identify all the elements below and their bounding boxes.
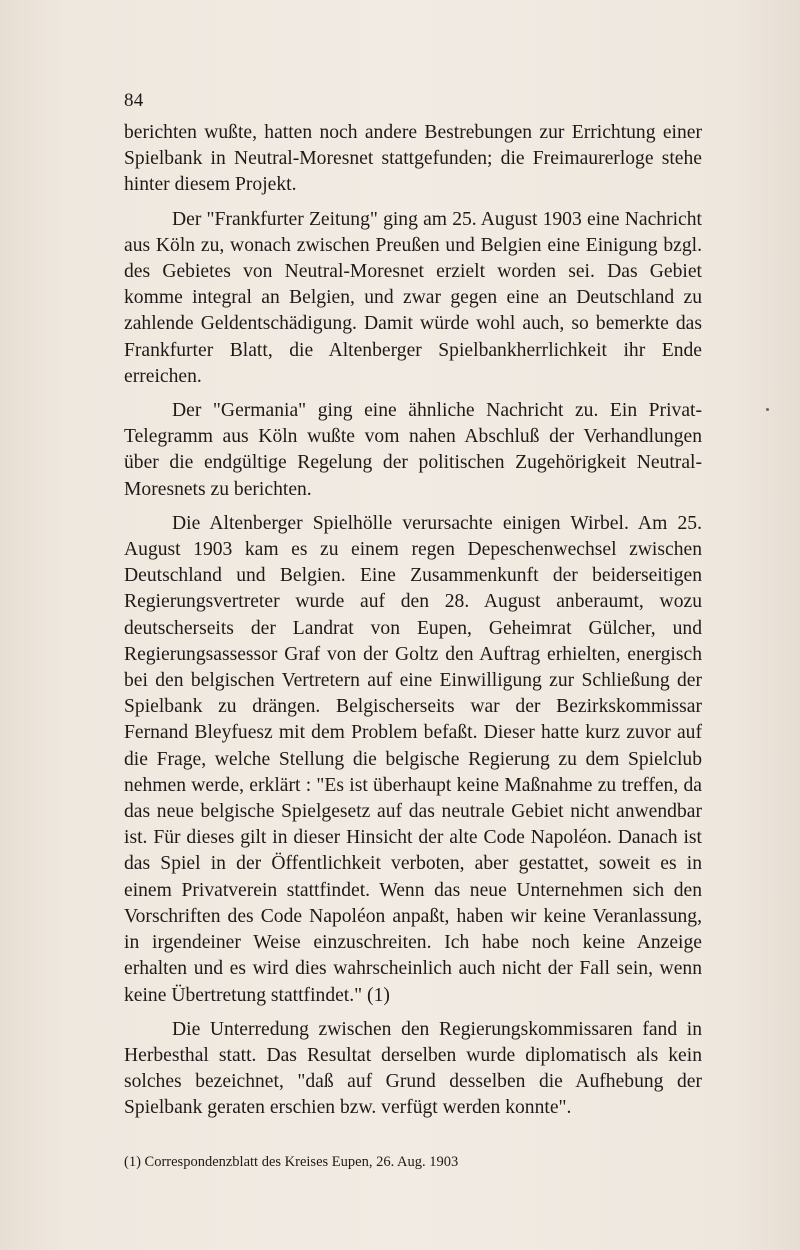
paragraph-4: Die Altenberger Spielhölle verursachte einigen Wirbel. Am 25. August 1903 kam es zu einem regen Depeschenwechsel zwischen Deutschland und Belgien. Eine Zusammenkunft der beiderseitigen Regierungsvertreter wurde auf den 28. August anberaumt, wozu deutscherseits der Landrat von Eupen, Geheimrat Gülcher, und Regierungsassessor Graf von der Goltz den Auftrag erhielten, energisch bei den belgischen Vertretern auf eine Einwilligung zur Schließung der Spielbank zu drängen. Belgischerseits war der Bezirkskommissar Fernand Bleyfuesz mit dem Problem befaßt. Dieser hatte kurz zuvor auf die Frage, welche Stellung die belgische Regierung zu dem Spielclub nehmen werde, erklärt : "Es ist überhaupt keine Maßnahme zu treffen, da das neue belgische Spielgesetz auf das neutrale Gebiet nicht anwendbar ist. Für dieses gilt in dieser Hinsicht der alte Code Napoléon. Danach ist das Spiel in der Öffentlichkeit verboten, aber gestattet, soweit es in einem Privatverein stattfindet. Wenn das neue Unternehmen sich den Vorschriften des Code Napoléon anpaßt, haben wir keine Veranlassung, in irgendeiner Weise einzuschreiten. Ich habe noch keine Anzeige erhalten und es wird dies wahrscheinlich auch nicht der Fall sein, wenn keine Übertretung stattfindet." (1) bbox=[124, 512, 702, 1006]
paragraph-2: Der "Frankfurter Zeitung" ging am 25. August 1903 eine Nachricht aus Köln zu, wonach zwischen Preußen und Belgien eine Einigung bzgl. des Gebietes von Neutral-Moresnet erzielt worden sei. Das Gebiet komme integral an Belgien, und zwar gegen eine an Deutschland zu zahlende Geldentschädigung. Damit würde wohl auch, so bemerkte das Frankfurter Blatt, die Altenberger Spielbankherrlichkeit ihr Ende erreichen. bbox=[124, 208, 702, 387]
paragraph-3: Der "Germania" ging eine ähnliche Nachricht zu. Ein Privat-Telegramm aus Köln wußte vom nahen Abschluß der Verhandlungen über die endgültige Regelung der politischen Zugehörigkeit Neutral-Moresnets zu berichten. bbox=[124, 400, 702, 500]
paragraph-1: berichten wußte, hatten noch andere Bestrebungen zur Errichtung einer Spielbank in Neutral-Moresnet stattgefunden; die Freimaurerloge stehe hinter diesem Projekt. bbox=[124, 122, 702, 196]
page-number: 84 bbox=[124, 90, 144, 111]
paragraph-5: Die Unterredung zwischen den Regierungskommissaren fand in Herbesthal statt. Das Resultat derselben wurde diplomatisch als kein solches bezeichnet, "daß auf Grund desselben die Aufhebung der Spielbank geraten erschien bzw. verfügt werden konnte". bbox=[124, 1018, 702, 1119]
footnote: (1) Correspondenzblatt des Kreises Eupen, 26. Aug. 1903 bbox=[124, 1154, 459, 1170]
ink-speck bbox=[766, 408, 769, 411]
body-text bbox=[124, 120, 702, 1130]
